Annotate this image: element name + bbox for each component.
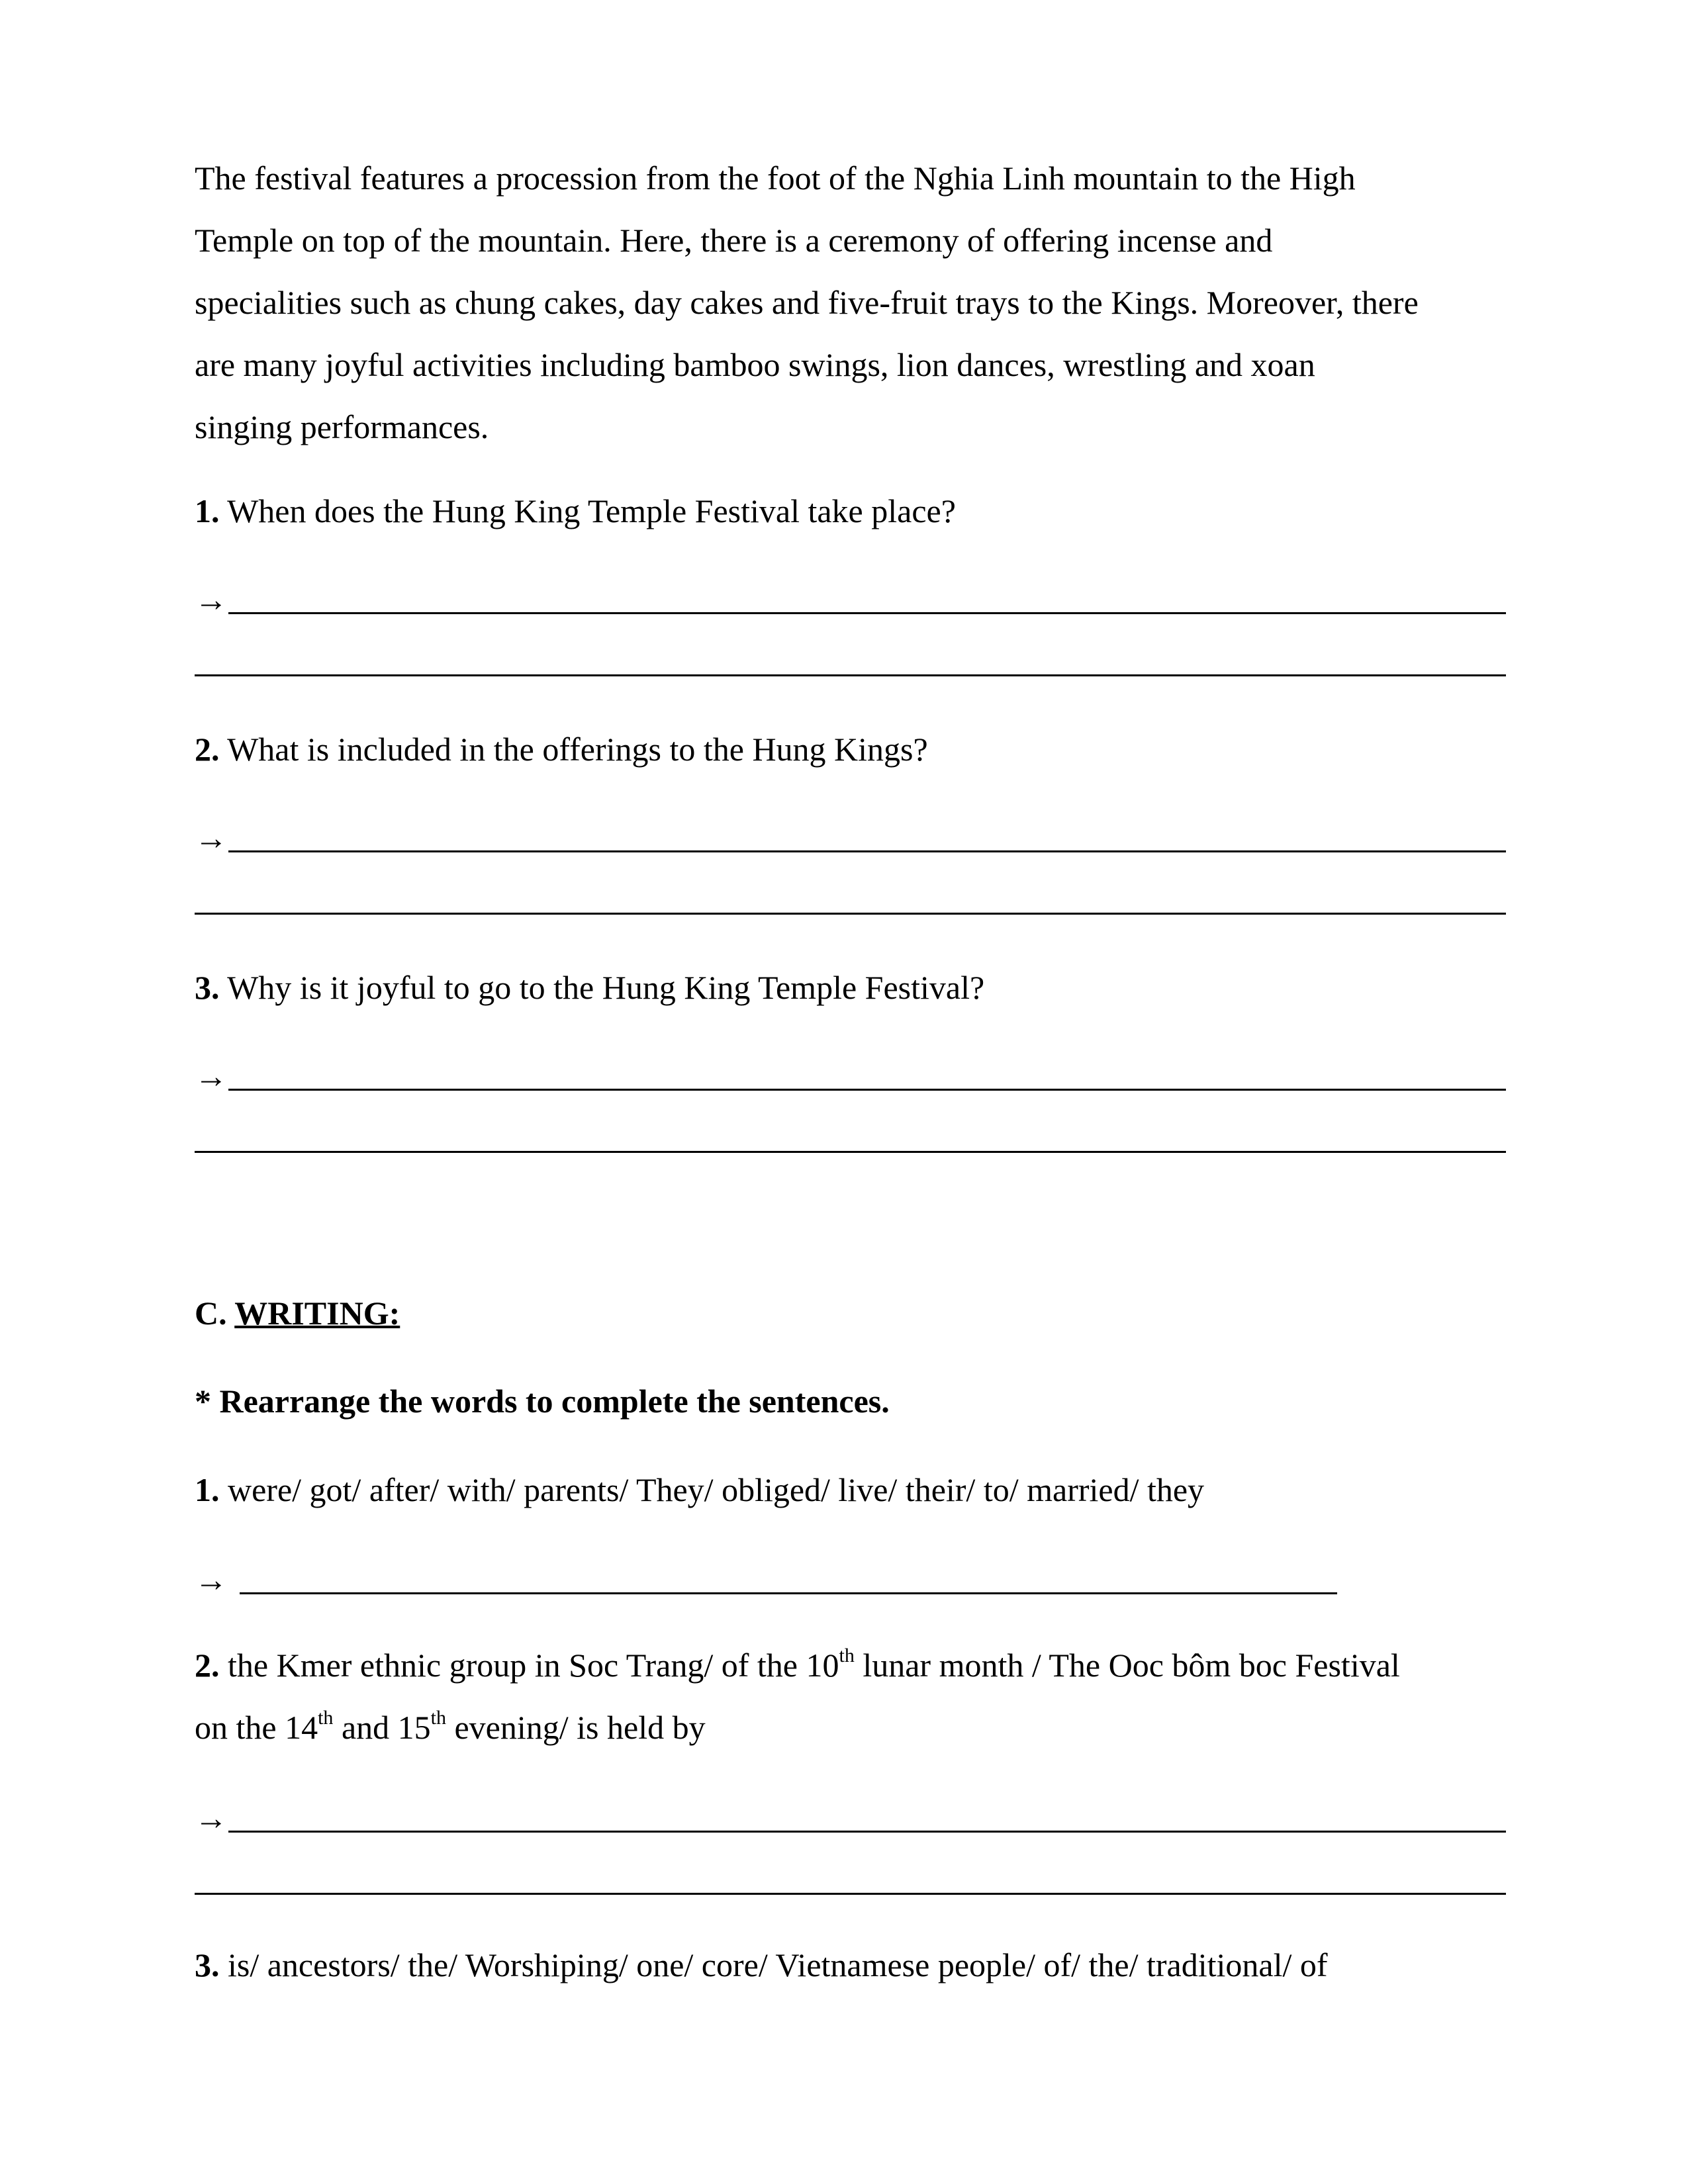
writing-question-2-line-2 [195, 1696, 1519, 1758]
answer-line[interactable] [228, 1089, 1506, 1091]
reading-question-3 [195, 956, 1519, 1019]
answer-line[interactable] [228, 850, 1506, 852]
question-number: 2. [195, 1647, 220, 1684]
section-letter: C. [195, 1295, 227, 1332]
answer-line[interactable] [240, 1592, 1337, 1594]
arrow-icon: → [195, 819, 228, 856]
question-text: Why is it joyful to go to the Hung King Temple Festival? [227, 969, 985, 1006]
passage-line: singing performances. [195, 408, 489, 445]
question-number: 1. [195, 1471, 220, 1508]
answer-line[interactable] [195, 674, 1506, 676]
question-text: evening/ is held by [445, 1709, 706, 1746]
question-number: 2. [195, 731, 220, 768]
question-number: 3. [195, 969, 220, 1006]
question-text: lunar month / The Ooc bôm boc Festival [854, 1647, 1400, 1684]
superscript: th [430, 1707, 446, 1729]
question-number: 3. [195, 1946, 220, 1983]
section-heading [195, 1282, 1519, 1344]
passage [195, 147, 1519, 458]
question-text: and 15 [333, 1709, 431, 1746]
question-text: is/ ancestors/ the/ Worshiping/ one/ core/ Vietnamese people/ of/ the/ traditional/ of [228, 1946, 1328, 1983]
arrow-icon: → [195, 1561, 228, 1598]
passage-line: specialities such as chung cakes, day cakes and five-fruit trays to the Kings. Moreover, there [195, 284, 1419, 321]
answer-line[interactable] [228, 1831, 1506, 1833]
reading-question-2 [195, 718, 1519, 780]
passage-line: are many joyful activities including bamboo swings, lion dances, wrestling and xoan [195, 346, 1315, 383]
superscript: th [839, 1645, 855, 1666]
answer-line[interactable] [195, 913, 1506, 915]
question-number: 1. [195, 492, 220, 529]
question-text: What is included in the offerings to the Hung Kings? [227, 731, 928, 768]
arrow-icon: → [195, 1058, 228, 1095]
writing-question-2-line-1 [195, 1634, 1519, 1696]
reading-question-1 [195, 480, 1519, 542]
answer-line[interactable] [195, 1151, 1506, 1153]
question-text: When does the Hung King Temple Festival take place? [227, 492, 956, 529]
superscript: th [318, 1707, 334, 1729]
writing-question-1 [195, 1459, 1519, 1521]
arrow-icon: → [195, 581, 228, 618]
question-text: the Kmer ethnic group in Soc Trang/ of the 10 [228, 1647, 839, 1684]
passage-line: Temple on top of the mountain. Here, there is a ceremony of offering incense and [195, 222, 1273, 259]
answer-line[interactable] [228, 612, 1506, 614]
instruction: * Rearrange the words to complete the sentences. [195, 1383, 890, 1420]
writing-question-3 [195, 1934, 1519, 1996]
question-text: on the 14 [195, 1709, 318, 1746]
arrow-icon: → [195, 1799, 228, 1837]
answer-line[interactable] [195, 1893, 1506, 1895]
passage-line: The festival features a procession from the foot of the Nghia Linh mountain to the High [195, 159, 1356, 197]
section-title: WRITING: [234, 1295, 400, 1332]
question-text: were/ got/ after/ with/ parents/ They/ obliged/ live/ their/ to/ married/ they [228, 1471, 1205, 1508]
